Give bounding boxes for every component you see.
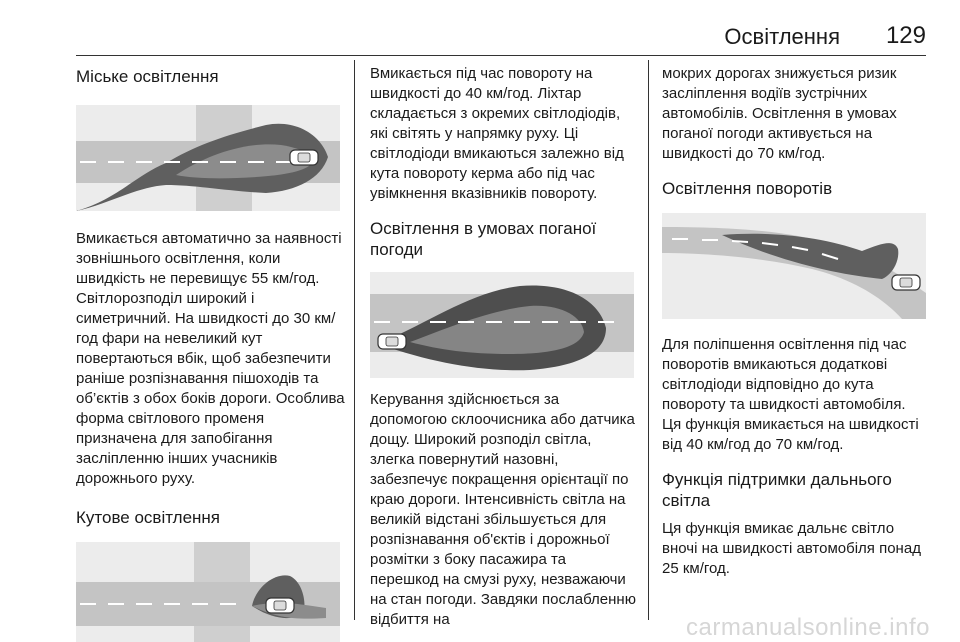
section-title: Освітлення: [724, 24, 840, 49]
heading-turn-lighting: Освітлення поворотів: [662, 179, 833, 198]
paragraph-high-beam-assist: Ця функція вмикає дальнє світло вночі на швидкості автомобіля понад 25 км/год.: [662, 520, 921, 577]
car-icon: [892, 275, 920, 290]
figure-corner-lighting: [76, 542, 346, 642]
turn-lighting-illustration: [662, 213, 926, 319]
heading-city-lighting: Міське освітлення: [76, 67, 219, 86]
figure-turn-lighting: [662, 213, 928, 319]
paragraph-city-lighting: Вмикається автоматично за наявності зовнішнього освітлення, коли швидкість не перевищує 55 км/год. Світлорозподіл широкий і симетричний. На швидкості до 30 км/год фари на невеликий кут повертаються вбік, щоб забезпечити раніше розпізнавання пішоходів та об’єктів з обох боків дороги. Особлива форма світлового променя призначена для запобігання засліпленню інших учасників дорожнього руху.: [76, 230, 345, 487]
car-icon: [290, 150, 318, 165]
city-lighting-illustration: [76, 105, 340, 211]
column-divider-1: [354, 60, 355, 620]
column-divider-2: [648, 60, 649, 620]
paragraph-turn-lighting: Для поліпшення освітлення під час поворотів вмикаються додаткові світлодіоди відповідно до кута повороту та швидкості автомобіля. Ця функція вмикається на швидкості від 40 км/год до 70 км/год.: [662, 336, 919, 453]
heading-high-beam-assist: Функція підтримки дальнього світла: [662, 470, 892, 510]
paragraph-bad-weather-continued: мокрих дорогах знижується ризик засліплення водіїв зустрічних автомобілів. Освітлення в умовах поганої погоди активується на швидкості до 70 км/год.: [662, 65, 897, 162]
column-1: [76, 60, 346, 642]
car-icon: [378, 334, 406, 349]
column-2: [370, 64, 636, 630]
page-header: [0, 0, 960, 60]
column-3: [662, 64, 928, 579]
car-icon: [266, 598, 294, 613]
paragraph-bad-weather-lighting: Керування здійснюється за допомогою склоочисника або датчика дощу. Широкий розподіл світла, злегка повернутий назовні, забезпечує покращення орієнтації по краю дороги. Інтенсивність світла на великій відстані збільшується для розпізнавання об'єктів і дорожньої розмітки з боку пасажира та перешкод на смузі руху, незважаючи на стан погоди. Завдяки послабленню відбиття на: [370, 391, 636, 628]
paragraph-corner-lighting: Вмикається під час повороту на швидкості до 40 км/год. Ліхтар складається з окремих світлодіодів, які світять у напрямку руху. Ці світлодіоди вмикаються залежно від кута повороту керма або під час увімкнення вказівників повороту.: [370, 65, 624, 202]
bad-weather-lighting-illustration: [370, 272, 634, 378]
heading-corner-lighting: Кутове освітлення: [76, 508, 221, 527]
page-number: 129: [885, 22, 926, 49]
figure-bad-weather-lighting: [370, 272, 636, 378]
figure-city-lighting: [76, 105, 346, 211]
corner-lighting-illustration: [76, 542, 340, 642]
heading-bad-weather-lighting: Освітлення в умовах поганої погоди: [370, 219, 597, 259]
header-divider: [76, 55, 926, 56]
watermark: carmanualsonline.info: [686, 614, 930, 641]
